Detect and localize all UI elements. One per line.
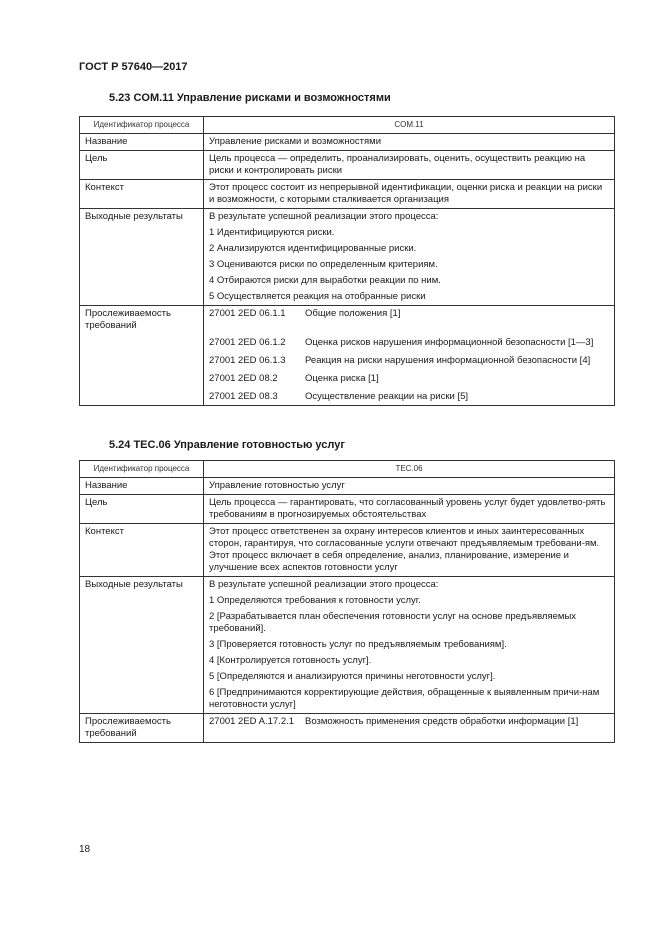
- list-item: 6 [Предпринимаются корректирующие действия, обращенные к выявленным причи-нам неготовности услуг]: [209, 687, 600, 710]
- trace-code: 27001 2ED 06.1.3: [209, 355, 286, 366]
- row-label-name: Название: [80, 478, 204, 495]
- trace-item: [209, 716, 609, 728]
- row-value-traceability: [204, 714, 615, 743]
- trace-text: Общие положения [1]: [305, 308, 401, 319]
- process-id-value: TEC.06: [204, 461, 615, 478]
- list-item: В результате успешной реализации этого процесса:: [209, 579, 439, 590]
- list-item: 1 Определяются требования к готовности услуг.: [209, 595, 421, 606]
- trace-item: [209, 308, 609, 320]
- table-row: [80, 461, 615, 478]
- table-row: [80, 524, 615, 577]
- row-label-context: Контекст: [80, 524, 204, 577]
- trace-item: [209, 373, 609, 385]
- trace-text: Реакция на риски нарушения информационной безопасности [4]: [305, 355, 591, 366]
- row-value-outputs: [204, 209, 615, 306]
- trace-text: Оценка риска [1]: [305, 373, 379, 384]
- trace-item: [209, 337, 609, 349]
- list-item: В результате успешной реализации этого процесса:: [209, 211, 439, 222]
- process-table-com11: [79, 116, 615, 406]
- table-row: [80, 209, 615, 306]
- list-item: 5 [Определяются и анализируются причины неготовности услуг].: [209, 671, 496, 682]
- row-label-outputs: Выходные результаты: [80, 577, 204, 714]
- section-title-com11: 5.23 COM.11 Управление рисками и возможностями: [109, 92, 391, 104]
- list-item: 4 Отбираются риски для выработки реакции по ним.: [209, 275, 441, 286]
- trace-code: 27001 2ED A.17.2.1: [209, 716, 295, 727]
- table-row: [80, 306, 615, 406]
- row-value-name: Управление рисками и возможностями: [204, 134, 615, 151]
- list-item: 4 [Контролируется готовность услуг].: [209, 655, 372, 666]
- row-label-traceability: Прослеживаемость требований: [80, 306, 204, 406]
- row-value-traceability: [204, 306, 615, 406]
- row-label-traceability: Прослеживаемость требований: [80, 714, 204, 743]
- table-row: [80, 577, 615, 714]
- process-table-tec06: [79, 460, 615, 743]
- trace-code: 27001 2ED 06.1.2: [209, 337, 286, 348]
- row-value-context: Этот процесс ответственен за охрану интересов клиентов и иных заинтересованных сторон, гарантируя, что согласованные услуги отвечают предъявляемым требовани-ям. Этот процесс включает в себя определение, анализ, планирование, измерение и улучшение всех аспектов готовности услуг: [204, 524, 615, 577]
- row-value-name: Управление готовностью услуг: [204, 478, 615, 495]
- row-label-name: Название: [80, 134, 204, 151]
- page-number: 18: [79, 844, 91, 855]
- section-title-tec06: 5.24 TEC.06 Управление готовностью услуг: [109, 439, 345, 451]
- trace-text: Оценка рисков нарушения информационной безопасности [1—3]: [305, 337, 594, 348]
- process-id-label: Идентификатор процесса: [80, 461, 204, 478]
- list-item: 3 [Проверяется готовность услуг по предъявляемым требованиям].: [209, 639, 507, 650]
- trace-item: [209, 355, 609, 367]
- table-row: [80, 495, 615, 524]
- table-row: [80, 714, 615, 743]
- row-value-purpose: Цель процесса — определить, проанализировать, оценить, осуществить реакцию на риски и контролировать риски: [204, 151, 615, 180]
- row-value-outputs: [204, 577, 615, 714]
- list-item: 2 Анализируются идентифицированные риски.: [209, 243, 417, 254]
- trace-text: Осуществление реакции на риски [5]: [305, 391, 468, 402]
- trace-code: 27001 2ED 08.2: [209, 373, 278, 384]
- table-row: [80, 151, 615, 180]
- list-item: 1 Идентифицируются риски.: [209, 227, 335, 238]
- process-id-value: COM.11: [204, 117, 615, 134]
- row-label-purpose: Цель: [80, 151, 204, 180]
- list-item: 3 Оцениваются риски по определенным критериям.: [209, 259, 438, 270]
- trace-code: 27001 2ED 08.3: [209, 391, 278, 402]
- table-row: [80, 478, 615, 495]
- trace-code: 27001 2ED 06.1.1: [209, 308, 286, 319]
- list-item: 2 [Разрабатывается план обеспечения готовности услуг на основе предъявляемых требований].: [209, 611, 577, 634]
- row-value-purpose: Цель процесса — гарантировать, что согласованный уровень услуг будет удовлетво-рять требованиям в прогнозируемых обстоятельствах: [204, 495, 615, 524]
- row-label-purpose: Цель: [80, 495, 204, 524]
- row-label-context: Контекст: [80, 180, 204, 209]
- process-id-label: Идентификатор процесса: [80, 117, 204, 134]
- trace-item: [209, 391, 609, 403]
- row-label-outputs: Выходные результаты: [80, 209, 204, 306]
- row-value-context: Этот процесс состоит из непрерывной идентификации, оценки риска и реакции на риски и возможности, с которыми сталкивается организация: [204, 180, 615, 209]
- table-row: [80, 117, 615, 134]
- table-row: [80, 180, 615, 209]
- trace-text: Возможность применения средств обработки информации [1]: [305, 716, 579, 727]
- list-item: 5 Осуществляется реакция на отобранные риски: [209, 291, 426, 302]
- standard-header: ГОСТ Р 57640—2017: [79, 61, 188, 73]
- table-row: [80, 134, 615, 151]
